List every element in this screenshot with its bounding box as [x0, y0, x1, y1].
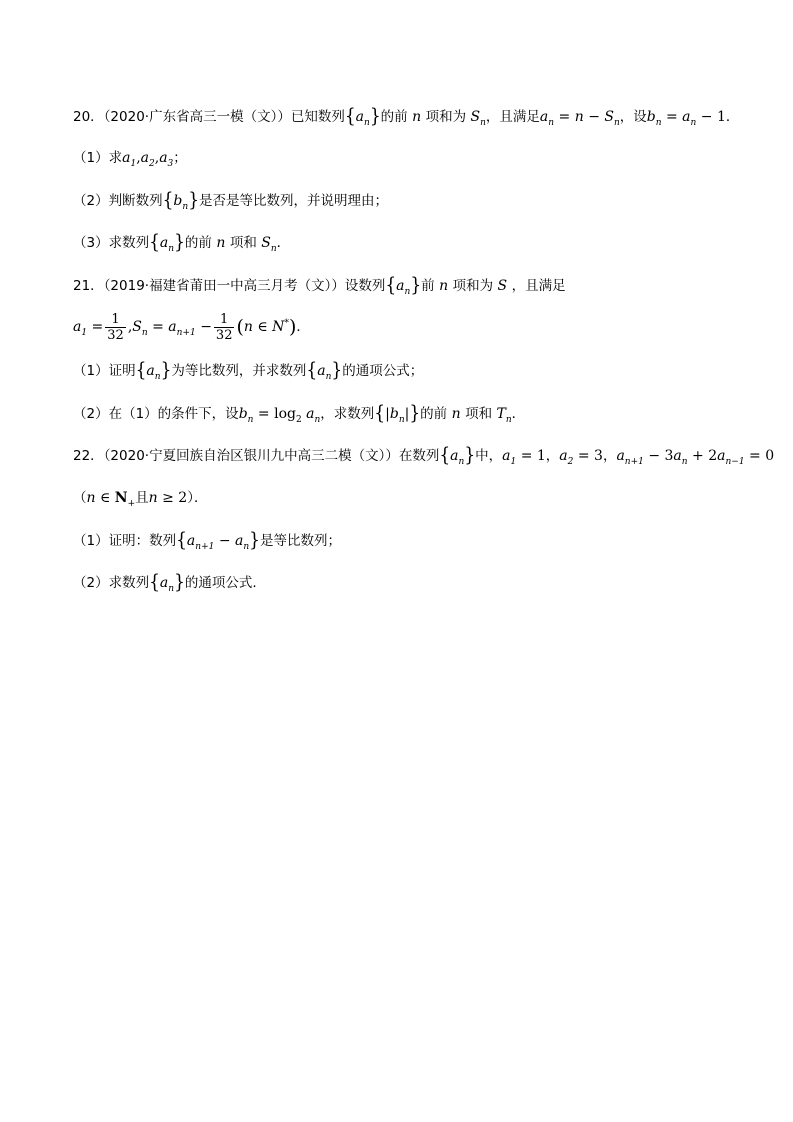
q21-stem: 21．（2019·福建省莆田一中高三月考（文））设数列$\{a_n\}$前 n 项和为 S ，且满足 — [73, 273, 566, 297]
q21-condition: $a_1$ = $\frac{1}{32}$ $,S_n = a_{n+1}$ − $\frac{1}{32}$ (n ∈ N*)． — [73, 311, 310, 343]
q20-part2: （2）判断数列$\{b_n\}$是否是等比数列，并说明理由； — [73, 188, 389, 212]
math-seq-an: $\{a_n\}$ — [344, 104, 381, 128]
q21-part2: （2）在（1）的条件下，设$b_n = \log_2 a_n$，求数列$\{|b_n|\}$的前 n 项和 $T_n$． — [73, 401, 526, 425]
q21-part1: （1）证明$\{a_n\}$为等比数列，并求数列$\{a_n\}$的通项公式； — [73, 358, 424, 382]
q22-condition: （n ∈ $N_+$且n ≥ 2）． — [73, 490, 208, 509]
math-bn-eq: $b_n = a_n - 1$ — [646, 109, 726, 128]
q22-stem: 22．（2020·宁夏回族自治区银川九中高三二模（文））在数列$\{a_n\}$中，$a_1 = 1$，$a_2 = 3$，$a_{n+1} - 3a_n + 2a_{n-1} = 0$ — [73, 443, 775, 467]
q20-stem: 20．（2020·广东省高三一模（文））已知数列$\{a_n\}$的前 n 项和为 $S_n$，且满足$a_n = n - S_n$，设$b_n = a_n - 1$． — [73, 104, 740, 128]
q20-part1: （1）求$a_1,a_2,a_3$； — [73, 150, 187, 169]
math-a1-eq: $a_1$ = $\frac{1}{32}$ $,S_n = a_{n+1}$ − $\frac{1}{32}$ (n ∈ N*) — [73, 311, 297, 343]
math-recurrence: $a_{n+1} - 3a_n + 2a_{n-1} = 0$ — [616, 448, 775, 467]
math-an-eq: $a_n = n - S_n$ — [539, 109, 620, 128]
q22-part1: （1）证明：数列$\{a_{n+1} - a_n\}$是等比数列； — [73, 528, 341, 552]
q22-part2: （2）求数列$\{a_n\}$的通项公式. — [73, 570, 257, 594]
q20-part3: （3）求数列$\{a_n\}$的前 n 项和 $S_n$． — [73, 230, 291, 254]
